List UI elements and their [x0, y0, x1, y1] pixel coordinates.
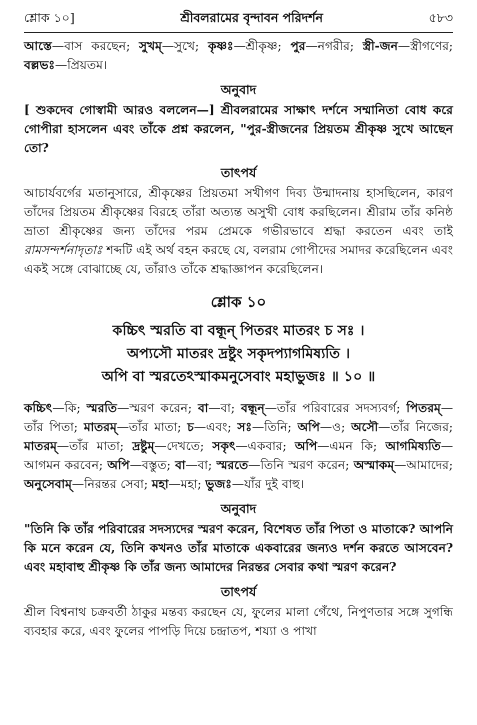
- verse-line-2: অপ্যসৌ মাতরং দ্রষ্টুং সকৃদপ্যাগমিষ্যতি ।: [126, 346, 351, 362]
- synonym-term: অপি: [294, 439, 318, 453]
- verse-line-1: কচ্চিৎ স্মরতি বা বন্ধূন্ পিতরং মাতরং চ সঃ ।: [112, 323, 365, 339]
- purport-1-a: আচার্যবর্গের মতানুসারে, শ্রীকৃষ্ণের প্রিয়তমা সখীগণ দিব্য উন্মাদনায় হাসছিলেন, কারণ তাঁদের প্রিয়তম শ্রীকৃষ্ণের বিরহে তাঁরা অত্যন্ত অসুখী বোধ করছিলেন। শ্রীরাম তাঁর কনিষ্ঠ ভ্রাতা শ্রীকৃষ্ণের জন্য তাঁদের পরম প্রেমকে গভীরভাবে শ্রদ্ধা করতেন এবং তাই: [24, 186, 453, 238]
- purport-heading-2: তাৎপর্য: [220, 584, 257, 599]
- purport-1-b: শব্দটি এই অর্থ বহন করছে যে, বলরাম গোপীদের সমাদর করেছিলেন এবং একই সঙ্গে বোঝাচ্ছে যে, তাঁরাও তাঁকে শ্রদ্ধাজ্ঞাপন করেছিলেন।: [24, 243, 453, 276]
- synonym-meaning: —আগমন করবেন;: [24, 439, 453, 472]
- synonym-term: স্মরতি: [86, 401, 118, 415]
- header-page-number: ৫৮৩: [428, 10, 453, 25]
- top-synonym-term: বল্লভঃ: [24, 58, 56, 72]
- synonym-meaning: —বা;: [208, 401, 241, 415]
- synonym-meaning: —তাঁর পিতা;: [24, 401, 453, 434]
- word-synonyms: [24, 399, 453, 494]
- synonym-meaning: —তাঁর পরিবারের সদস্যবর্গ;: [264, 401, 407, 415]
- header-verse-ref: শ্লোক ১০]: [24, 10, 75, 25]
- synonym-meaning: —তাঁর মাতা;: [56, 439, 133, 453]
- top-synonym-meaning: —প্রিয়তম।: [55, 58, 108, 72]
- purport-1: [24, 184, 453, 279]
- synonym-term: অসৌ: [351, 420, 379, 434]
- synonym-meaning: —কি;: [52, 401, 87, 415]
- synonym-meaning: —আমাদের;: [394, 458, 453, 472]
- synonym-meaning: —নিরন্তর সেবা;: [71, 477, 152, 491]
- synonym-meaning: —স্মরণ করেন;: [117, 401, 198, 415]
- verse-line-3: অপি বা স্মরতেঽস্মাকমনুসেবাং মহাভুজঃ ॥ ১০ ॥: [101, 369, 376, 385]
- synonym-term: সঃ: [237, 420, 252, 434]
- synonym-term: বা: [197, 401, 209, 415]
- top-synonym-term: আস্তে: [24, 39, 52, 53]
- synonym-meaning: —এমন কি;: [317, 439, 386, 453]
- synonym-meaning: —যাঁর দুই বাহু।: [231, 477, 305, 491]
- translation-heading-2: অনুবাদ: [220, 501, 257, 516]
- translation-heading: অনুবাদ: [220, 82, 257, 97]
- top-synonym-term: সুখম্: [139, 39, 162, 53]
- top-synonym-meaning: —সুখে;: [161, 39, 208, 53]
- synonym-term: অপি: [297, 420, 320, 434]
- top-synonym-meaning: —বাস করছেন;: [51, 39, 140, 53]
- top-synonym-meaning: —শ্রীকৃষ্ণ;: [233, 39, 291, 53]
- synonym-term: পিতরম্: [406, 401, 441, 415]
- synonym-term: সকৃৎ: [212, 439, 236, 453]
- verse-title: শ্লোক ১০: [210, 293, 267, 311]
- top-synonyms: [24, 37, 453, 75]
- synonym-meaning: —তিনি স্মরণ করেন;: [248, 458, 354, 472]
- synonym-term: কচ্চিৎ: [24, 401, 53, 415]
- synonym-term: বা: [175, 458, 186, 472]
- synonym-meaning: —তাঁর নিজের;: [378, 420, 454, 434]
- translation-1: [ শুকদেব গোস্বামী আরও বললেন—] শ্রীবলরামের সাক্ষাৎ দর্শনে সম্মানিতা বোধ করে গোপীরা হাসলেন এবং তাঁকে প্রশ্ন করলেন, "পুর-স্ত্রীজনের প্রিয়তম শ্রীকৃষ্ণ সুখে আছেন তো?: [24, 103, 453, 155]
- synonym-meaning: —মহা;: [168, 477, 206, 491]
- synonym-term: অপি: [107, 458, 130, 472]
- synonym-meaning: —একবার;: [235, 439, 295, 453]
- purport-2: শ্রীল বিশ্বনাথ চক্রবর্তী ঠাকুর মন্তব্য করছেন যে, ফুলের মালা গেঁথে, নিপুণতার সঙ্গে সুগন্ধি ব্যবহার করে, এবং ফুলের পাপড়ি দিয়ে চন্দ্রাতপ, শয্যা ও পাখা: [24, 605, 453, 638]
- synonym-term: অস্মাকম্: [353, 458, 395, 472]
- top-synonym-term: পুর: [290, 39, 306, 53]
- synonym-term: স্মরতে: [216, 458, 249, 472]
- purport-heading: তাৎপর্য: [220, 165, 257, 180]
- top-synonym-term: স্ত্রী-জন: [362, 39, 398, 53]
- synonym-meaning: —তাঁর মাতা;: [116, 420, 188, 434]
- synonym-term: মহা: [151, 477, 169, 491]
- translation-2: "তিনি কি তাঁর পরিবারের সদস্যদের স্মরণ করেন, বিশেষত তাঁর পিতা ও মাতাকে? আপনি কি মনে করেন যে, তিনি কখনও তাঁর মাতাকে একবারের জন্যও দর্শন করতে আসবেন? এবং মহাবাহু শ্রীকৃষ্ণ কি তাঁর জন্য আমাদের নিরন্তর সেবার কথা স্মরণ করেন?: [24, 522, 453, 574]
- synonym-meaning: —এবং;: [193, 420, 238, 434]
- running-header: [24, 10, 453, 33]
- synonym-meaning: —দেখতে;: [154, 439, 213, 453]
- top-synonym-meaning: —স্ত্রীগণের;: [397, 39, 454, 53]
- synonym-meaning: —তিনি;: [251, 420, 298, 434]
- synonym-term: বন্ধূন্: [240, 401, 265, 415]
- synonym-meaning: —ও;: [319, 420, 352, 434]
- synonym-term: অনুসেবাম্: [24, 477, 72, 491]
- header-chapter-title: শ্রীবলরামের বৃন্দাবন পরিদর্শন: [180, 10, 324, 25]
- purport-1-italic: রামসন্দর্শনাদৃতাঃ: [24, 243, 103, 257]
- synonym-term: চ: [187, 420, 194, 434]
- top-synonym-meaning: —নগরীর;: [305, 39, 363, 53]
- synonym-term: দ্রষ্টুম্: [132, 439, 155, 453]
- synonym-term: মাতরম্: [24, 439, 57, 453]
- synonym-meaning: —বস্তুত;: [129, 458, 176, 472]
- top-synonym-term: কৃষ্ণঃ: [207, 39, 234, 53]
- synonym-term: মাতরম্: [83, 420, 117, 434]
- synonym-term: আগমিষ্যতি: [385, 439, 441, 453]
- synonym-term: ভুজঃ: [205, 477, 232, 491]
- synonym-meaning: —বা;: [185, 458, 217, 472]
